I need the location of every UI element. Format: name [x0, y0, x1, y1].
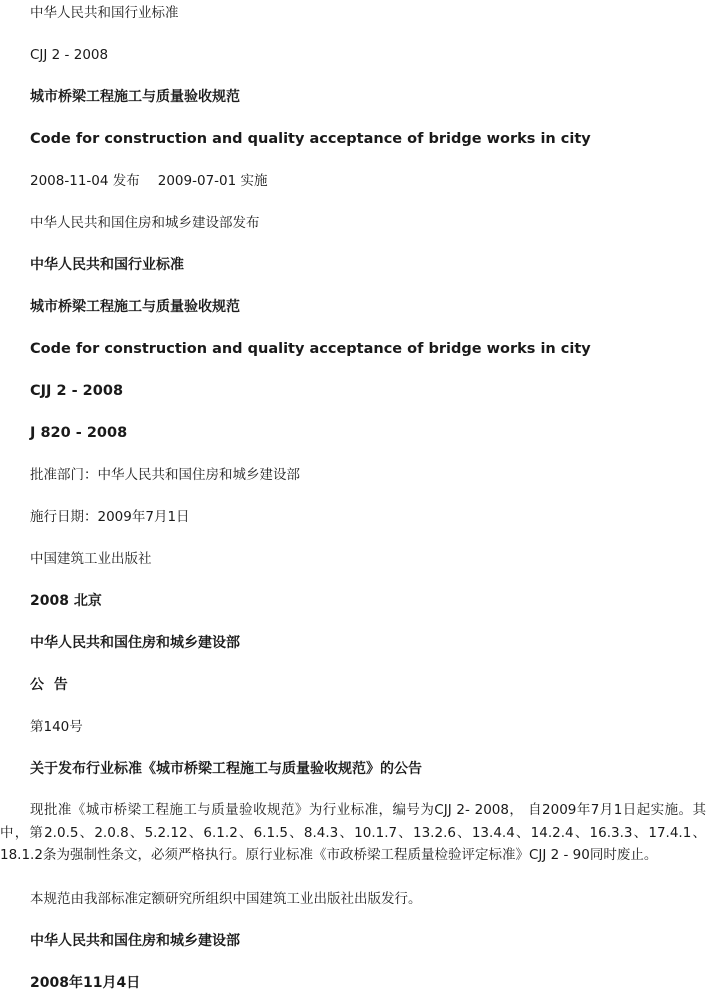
announcement-subject: 关于发布行业标准《城市桥梁工程施工与质量验收规范》的公告	[30, 761, 422, 777]
announcement-number: 第140号	[30, 719, 83, 735]
issuer: 中华人民共和国住房和城乡建设部发布	[30, 215, 260, 231]
announcement-heading: 公 告	[30, 677, 68, 693]
implement-date: 2009-07-01 实施	[157, 173, 268, 189]
signature-date: 2008年11月4日	[30, 975, 141, 991]
standard-title-cn: 城市桥梁工程施工与质量验收规范	[30, 89, 240, 105]
place-year: 2008 北京	[30, 593, 102, 609]
announcement-publishing-note: 本规范由我部标准定额研究所组织中国建筑工业出版社出版发行。	[30, 891, 422, 907]
approving-authority: 批准部门：中华人民共和国住房和城乡建设部	[30, 467, 300, 483]
record-number: J 820 - 2008	[30, 425, 128, 441]
standard-title-en: Code for construction and quality acceptance of bridge works in city	[30, 131, 591, 147]
announcement-ministry: 中华人民共和国住房和城乡建设部	[30, 635, 240, 651]
title-page-title-en: Code for construction and quality acceptance of bridge works in city	[30, 341, 591, 357]
title-page-code: CJJ 2 - 2008	[30, 383, 124, 399]
effective-date: 施行日期：2009年7月1日	[30, 509, 190, 525]
standard-code: CJJ 2 - 2008	[30, 47, 109, 63]
title-page-title-cn: 城市桥梁工程施工与质量验收规范	[30, 299, 240, 315]
date-line	[30, 172, 268, 190]
standard-category: 中华人民共和国行业标准	[30, 5, 179, 21]
announcement-body: 现批准《城市桥梁工程施工与质量验收规范》为行业标准，编号为CJJ 2- 2008， 自2009年7月1日起实施。其中，第2.0.5、2.0.8、5.2.12、6.1.2、6.1.5、8.4.3、10.1.7、13.2.6、13.4.4、14.2.4、16.3.3、17.4.1、18.1.2条为强制性条文，必须严格执行。原行业标准《市政桥梁工程质量检验评定标准》CJJ 2 - 90同时废止。	[0, 802, 706, 863]
publisher: 中国建筑工业出版社	[30, 551, 152, 567]
publish-date: 2008-11-04 发布	[30, 173, 140, 189]
signature-ministry: 中华人民共和国住房和城乡建设部	[30, 933, 240, 949]
title-page-category: 中华人民共和国行业标准	[30, 257, 184, 273]
